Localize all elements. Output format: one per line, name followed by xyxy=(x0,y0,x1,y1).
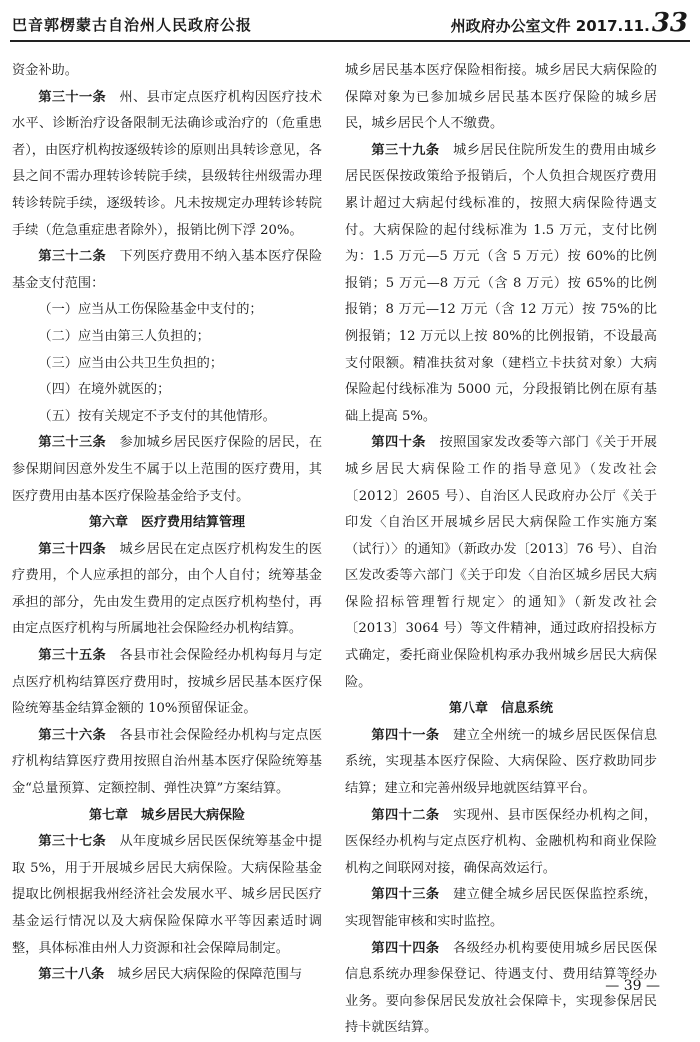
article-number: 第四十三条 xyxy=(371,887,440,903)
article-text: 建立全州统一的城乡居民医保信息系统，实现基本医疗保险、大病保险、医疗救助同步结算；建立和完善州级异地就医结算平台。 xyxy=(345,727,658,797)
section-info xyxy=(451,10,688,36)
article-paragraph xyxy=(12,537,322,643)
article-number: 第三十八条 xyxy=(38,967,105,983)
article-paragraph xyxy=(12,85,322,245)
article-number: 第三十三条 xyxy=(38,435,106,451)
list-item: （四）在境外就医的； xyxy=(38,382,171,398)
article-text: 下列医疗费用不纳入基本医疗保险基金支付范围： xyxy=(12,249,323,291)
article-text: 州、县市定点医疗机构因医疗技术水平、诊断治疗设备限制无法确诊或治疗的（危重患者），由医疗机构按逐级转诊的原则出具转诊意见，各县之间不需办理转诊转院手续，县级转往州级需办理转诊转院手续，逐级转诊。凡未按规定办理转诊转院手续（危急重症患者除外），报销比例下浮 20%。 xyxy=(12,89,323,238)
article-paragraph xyxy=(345,138,657,431)
article-text: 按照国家发改委等六部门《关于开展城乡居民大病保险工作的指导意见》（发改社会〔2012〕2605 号）、自治区人民政府办公厅《关于印发〈自治区开展城乡居民大病保险工作实施方案（试行）〉的通知》（新政办发〔2013〕76 号）、自治区发改委等六部门《关于印发〈自治区城乡居民大病保险招标管理暂行规定〉的通知》（新发改社会〔2013〕3064 号）等文件精神，通过政府招投标方式确定，委托商业保险机构承办我州城乡居民大病保险。 xyxy=(345,435,657,690)
article-number: 第三十四条 xyxy=(38,541,106,557)
journal-title: 巴音郭楞蒙古自治州人民政府公报 xyxy=(12,16,253,34)
section-label: 州政府办公室文件 2017.11. xyxy=(450,17,650,35)
article-number: 第三十七条 xyxy=(38,834,106,850)
list-item: （三）应当由公共卫生负担的； xyxy=(38,355,224,371)
article-text: 参加城乡居民医疗保险的居民，在参保期间因意外发生不属于以上范围的医疗费用，其医疗费用由基本医疗保险基金给予支付。 xyxy=(12,435,323,504)
right-column xyxy=(345,58,657,1042)
article-number: 第三十二条 xyxy=(38,249,106,265)
article-paragraph xyxy=(12,829,322,962)
article-paragraph xyxy=(345,723,657,803)
article-text: 各县市社会保险经办机构与定点医疗机构结算医疗费用按照自治州基本医疗保险统筹基金“总量预算、定额控制、弹性决算”方案结算。 xyxy=(12,727,323,797)
article-paragraph xyxy=(12,244,322,297)
article-text: 各级经办机构要使用城乡居民医保信息系统办理参保登记、待遇支付、费用结算等经办业务。要向参保居民发放社会保障卡，实现参保居民持卡就医结算。 xyxy=(345,940,658,1036)
article-paragraph xyxy=(345,430,657,696)
article-paragraph xyxy=(345,882,657,935)
continued-paragraph: 城乡居民基本医疗保险相衔接。城乡居民大病保险的保障对象为已参加城乡居民基本医疗保险的城乡居民，城乡居民个人不缴费。 xyxy=(345,63,657,132)
article-number: 第三十五条 xyxy=(38,648,106,664)
list-item: （一）应当从工伤保险基金中支付的； xyxy=(38,302,263,318)
list-item: （二）应当由第三人负担的； xyxy=(38,328,210,344)
chapter-heading: 第七章 城乡居民大病保险 xyxy=(88,807,245,823)
article-number: 第四十条 xyxy=(371,435,426,451)
article-paragraph xyxy=(12,430,322,510)
article-text: 建立健全城乡居民医保监控系统，实现智能审核和实时监控。 xyxy=(345,887,658,929)
continued-paragraph: 资金补助。 xyxy=(12,63,78,78)
article-number: 第四十四条 xyxy=(371,940,440,956)
page-header xyxy=(10,10,690,42)
article-number: 第三十六条 xyxy=(38,727,106,743)
chapter-heading: 第八章 信息系统 xyxy=(448,701,553,717)
article-number: 第三十九条 xyxy=(371,142,440,158)
article-number: 第四十二条 xyxy=(371,807,440,823)
list-item: （五）按有关规定不予支付的其他情形。 xyxy=(38,408,276,424)
issue-number: 33 xyxy=(651,8,688,38)
article-text: 城乡居民大病保险的保障范围与 xyxy=(104,967,303,983)
article-text: 从年度城乡居民医保统筹基金中提取 5%，用于开展城乡居民大病保险。大病保险基金提取比例根据我州经济社会发展水平、城乡居民医疗基金运行情况以及大病保险保障水平等因素适时调整，具体标准由州人力资源和社会保障局制定。 xyxy=(12,834,323,956)
article-paragraph xyxy=(345,803,657,883)
chapter-heading: 第六章 医疗费用结算管理 xyxy=(88,515,245,531)
left-column xyxy=(12,58,322,989)
article-paragraph xyxy=(12,962,322,989)
article-paragraph xyxy=(12,643,322,723)
article-number: 第四十一条 xyxy=(371,727,440,743)
article-text: 实现州、县市医保经办机构之间，医保经办机构与定点医疗机构、金融机构和商业保险机构之间联网对接，确保高效运行。 xyxy=(345,807,658,876)
article-number: 第三十一条 xyxy=(38,89,106,105)
page-number: — 39 — xyxy=(605,978,660,994)
article-paragraph xyxy=(12,723,322,803)
article-text: 各县市社会保险经办机构每月与定点医疗机构结算医疗费用时，按城乡居民基本医疗保险统筹基金结算金额的 10%预留保证金。 xyxy=(12,648,323,717)
article-text: 城乡居民在定点医疗机构发生的医疗费用，个人应承担的部分，由个人自付；统筹基金承担的部分，先由发生费用的定点医疗机构垫付，再由定点医疗机构与所属地社会保险经办机构结算。 xyxy=(12,541,323,637)
article-text: 城乡居民住院所发生的费用由城乡居民医保按政策给予报销后，个人负担合规医疗费用累计超过大病起付线标准的，按照大病保险待遇支付。大病保险的起付线标准为 1.5 万元，支付比例为：1.5 万元—5 万元（含 5 万元）按 60%的比例报销；5 万元—8 万元（含 8 万元）按 65%的比例报销；8 万元—12 万元（含 12 万元）按 75%的比例报销；12 万元以上按 80%的比例报销，不设最高支付限额。精准扶贫对象（建档立卡扶贫对象）大病保险起付线标准为 5000 元，分段报销比例在原有基础上提高 5%。 xyxy=(345,142,658,424)
